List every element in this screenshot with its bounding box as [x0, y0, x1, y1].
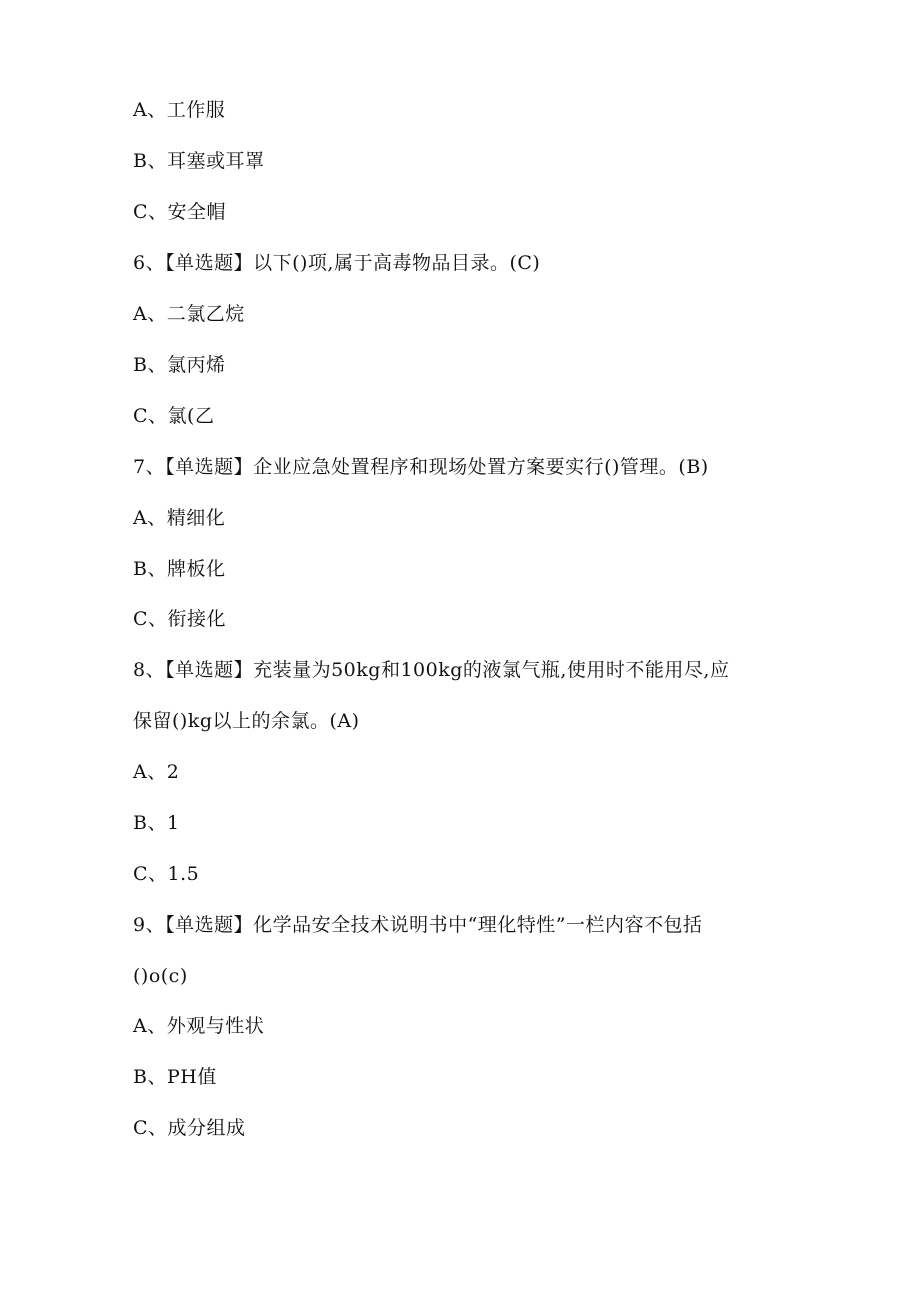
q8-question-line-1: 8、【单选题】充装量为50kg和100kg的液氯气瓶,使用时不能用尽,应	[133, 659, 730, 681]
q5-option-b: B、耳塞或耳罩	[133, 150, 265, 172]
q7-question: 7、【单选题】企业应急处置程序和现场处置方案要实行()管理。(B)	[133, 456, 709, 478]
q7-option-b: B、牌板化	[133, 558, 226, 580]
q5-option-a: A、工作服	[133, 99, 226, 121]
q6-option-b: B、氯丙烯	[133, 354, 226, 376]
q7-option-c: C、衔接化	[133, 608, 227, 630]
q6-option-c: C、氯(乙	[133, 405, 215, 427]
q9-question-line-1: 9、【单选题】化学品安全技术说明书中“理化特性”一栏内容不包括	[133, 914, 703, 936]
q9-option-c: C、成分组成	[133, 1117, 246, 1139]
q5-option-c: C、安全帽	[133, 201, 227, 223]
q8-option-b: B、1	[133, 812, 180, 834]
q7-option-a: A、精细化	[133, 507, 226, 529]
q6-question: 6、【单选题】以下()项,属于高毒物品目录。(C)	[133, 252, 541, 274]
q6-option-a: A、二氯乙烷	[133, 303, 245, 325]
q8-option-c: C、1.5	[133, 863, 200, 885]
q9-question-line-2: ()o(c)	[133, 965, 188, 987]
q9-option-a: A、外观与性状	[133, 1015, 265, 1037]
q9-option-b: B、PH值	[133, 1066, 217, 1088]
q8-question-line-2: 保留()kg以上的余氯。(A)	[133, 710, 360, 732]
q8-option-a: A、2	[133, 761, 180, 783]
